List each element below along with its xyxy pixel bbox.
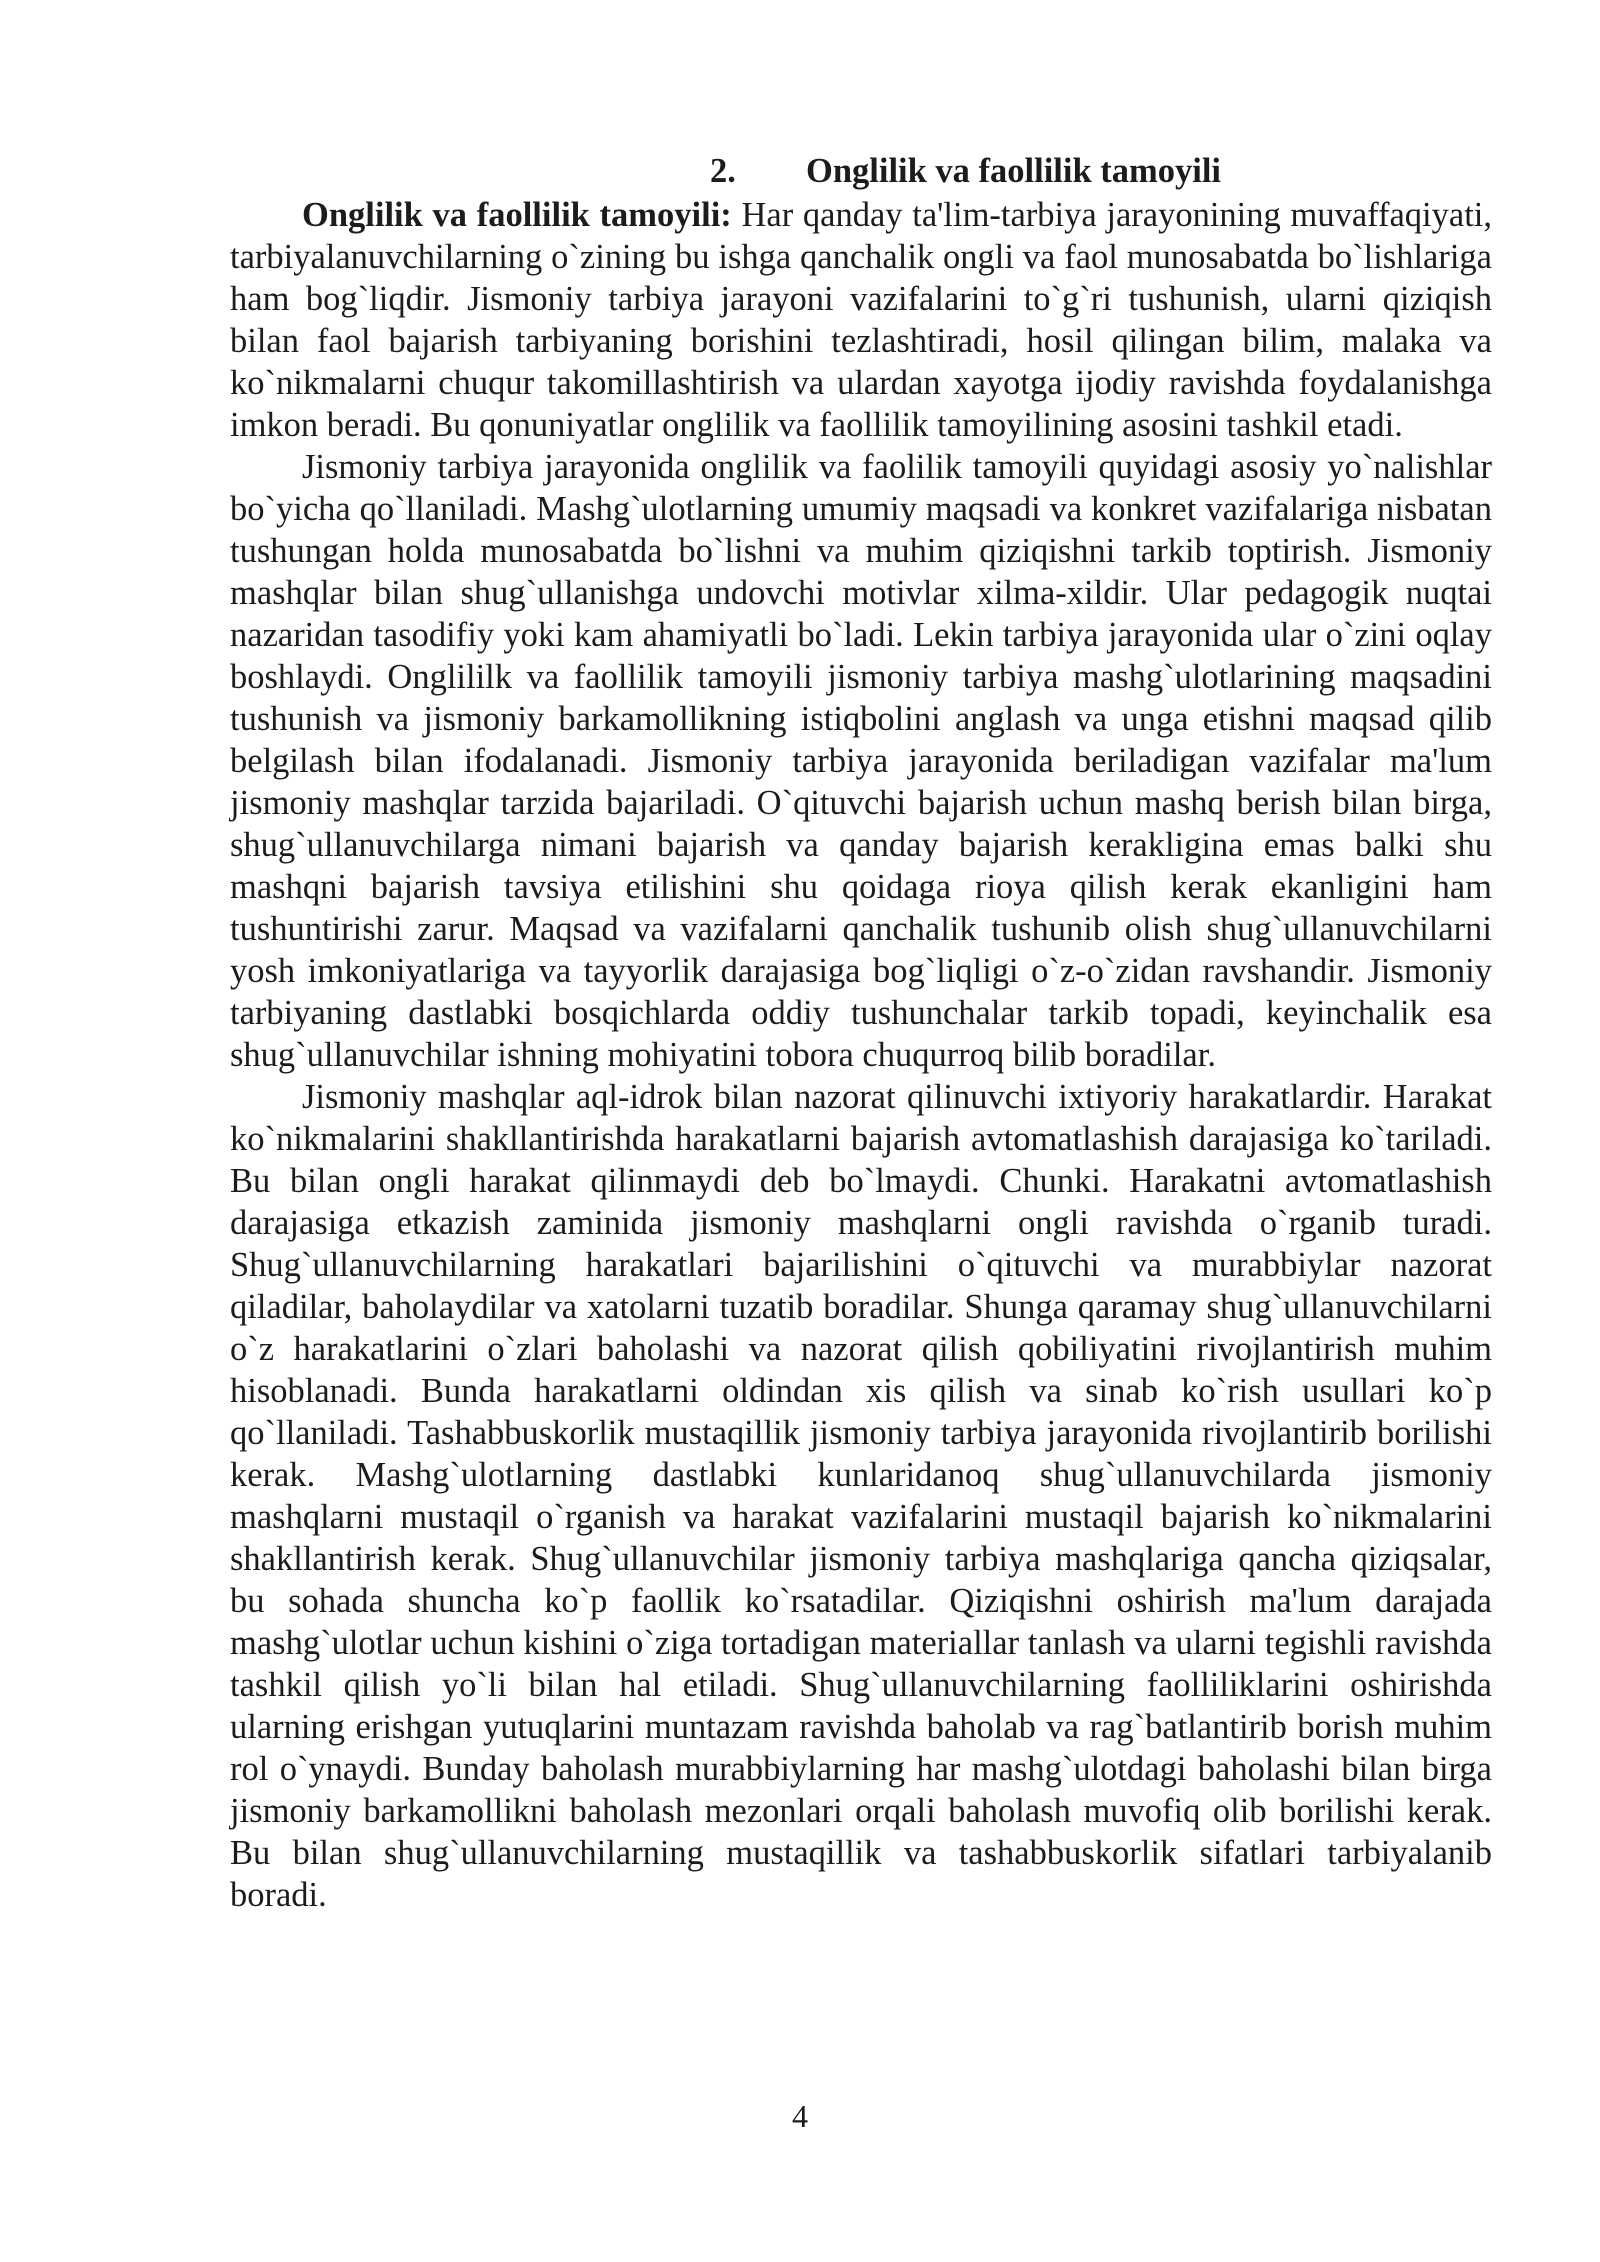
document-page <box>230 150 1492 1916</box>
paragraph-1-text: Har qanday ta'lim-tarbiya jarayonining muvaffaqiyati, tarbiyalanuvchilarning o`zining bu ishga qanchalik ongli va faol munosabatda bo`lishlariga ham bog`liqdir. Jismoniy tarbiya jarayoni vazifalarini to`g`ri tushunish, ularni qiziqish bilan faol bajarish tarbiyaning borishini tezlashtiradi, hosil qilingan bilim, malaka va ko`nikmalarni chuqur takomillashtirish va ulardan xayotga ijodiy ravishda foydalanishga imkon beradi. Bu qonuniyatlar onglilik va faollilik tamoyilining asosini tashkil etadi. <box>230 196 1492 444</box>
page-number: 4 <box>792 2098 808 2134</box>
paragraph-2 <box>230 446 1492 1076</box>
paragraph-1 <box>230 194 1492 446</box>
section-heading <box>230 150 1492 192</box>
paragraph-3 <box>230 1076 1492 1916</box>
section-title: Onglilik va faollilik tamoyili <box>806 152 1222 190</box>
paragraph-3-text: Jismoniy mashqlar aql-idrok bilan nazorat qilinuvchi ixtiyoriy harakatlardir. Harakat ko`nikmalarini shakllantirishda harakatlarni bajarish avtomatlashish darajasiga ko`tariladi. Bu bilan ongli harakat qilinmaydi deb bo`lmaydi. Chunki. Harakatni avtomatlashish darajasiga etkazish zaminida jismoniy mashqlarni ongli ravishda o`rganib turadi. Shug`ullanuvchilarning harakatlari bajarilishini o`qituvchi va murabbiylar nazorat qiladilar, baholaydilar va xatolarni tuzatib boradilar. Shunga qaramay shug`ullanuvchilarni o`z harakatlarini o`zlari baholashi va nazorat qilish qobiliyatini rivojlantirish muhim hisoblanadi. Bunda harakatlarni oldindan xis qilish va sinab ko`rish usullari ko`p qo`llaniladi. Tashabbuskorlik mustaqillik jismoniy tarbiya jarayonida rivojlantirib borilishi kerak. Mashg`ulotlarning dastlabki kunlaridanoq shug`ullanuvchilarda jismoniy mashqlarni mustaqil o`rganish va harakat vazifalarini mustaqil bajarish ko`nikmalarini shakllantirish kerak. Shug`ullanuvchilar jismoniy tarbiya mashqlariga qancha qiziqsalar, bu sohada shuncha ko`p faollik ko`rsatadilar. Qiziqishni oshirish ma'lum darajada mashg`ulotlar uchun kishini o`ziga tortadigan materiallar tanlash va ularni tegishli ravishda tashkil qilish yo`li bilan hal etiladi. Shug`ullanuvchilarning faolliliklarini oshirishda ularning erishgan yutuqlarini muntazam ravishda baholab va rag`batlantirib borish muhim rol o`ynaydi. Bunday baholash murabbiylarning har mashg`ulotdagi baholashi bilan birga jismoniy barkamollikni baholash mezonlari orqali baholash muvofiq olib borilishi kerak. Bu bilan shug`ullanuvchilarning mustaqillik va tashabbuskorlik sifatlari tarbiyalanib boradi. <box>230 1078 1492 1914</box>
paragraph-lead-term: Onglilik va faollilik tamoyili: <box>302 196 732 234</box>
paragraph-2-text: Jismoniy tarbiya jarayonida onglilik va faolilik tamoyili quyidagi asosiy yo`nalishlar bo`yicha qo`llaniladi. Mashg`ulotlarning umumiy maqsadi va konkret vazifalariga nisbatan tushungan holda munosabatda bo`lishni va muhim qiziqishni tarkib toptirish. Jismoniy mashqlar bilan shug`ullanishga undovchi motivlar xilma-xildir. Ular pedagogik nuqtai nazaridan tasodifiy yoki kam ahamiyatli bo`ladi. Lekin tarbiya jarayonida ular o`zini oqlay boshlaydi. Onglililk va faollilik tamoyili jismoniy tarbiya mashg`ulotlarining maqsadini tushunish va jismoniy barkamollikning istiqbolini anglash va unga etishni maqsad qilib belgilash bilan ifodalanadi. Jismoniy tarbiya jarayonida beriladigan vazifalar ma'lum jismoniy mashqlar tarzida bajariladi. O`qituvchi bajarish uchun mashq berish bilan birga, shug`ullanuvchilarga nimani bajarish va qanday bajarish kerakligina emas balki shu mashqni bajarish tavsiya etilishini shu qoidaga rioya qilish kerak ekanligini ham tushuntirishi zarur. Maqsad va vazifalarni qanchalik tushunib olish shug`ullanuvchilarni yosh imkoniyatlariga va tayyorlik darajasiga bog`liqligi o`z-o`zidan ravshandir. Jismoniy tarbiyaning dastlabki bosqichlarda oddiy tushunchalar tarkib topadi, keyinchalik esa shug`ullanuvchilar ishning mohiyatini tobora chuqurroq bilib boradilar. <box>230 448 1492 1074</box>
section-number: 2. <box>710 152 736 190</box>
